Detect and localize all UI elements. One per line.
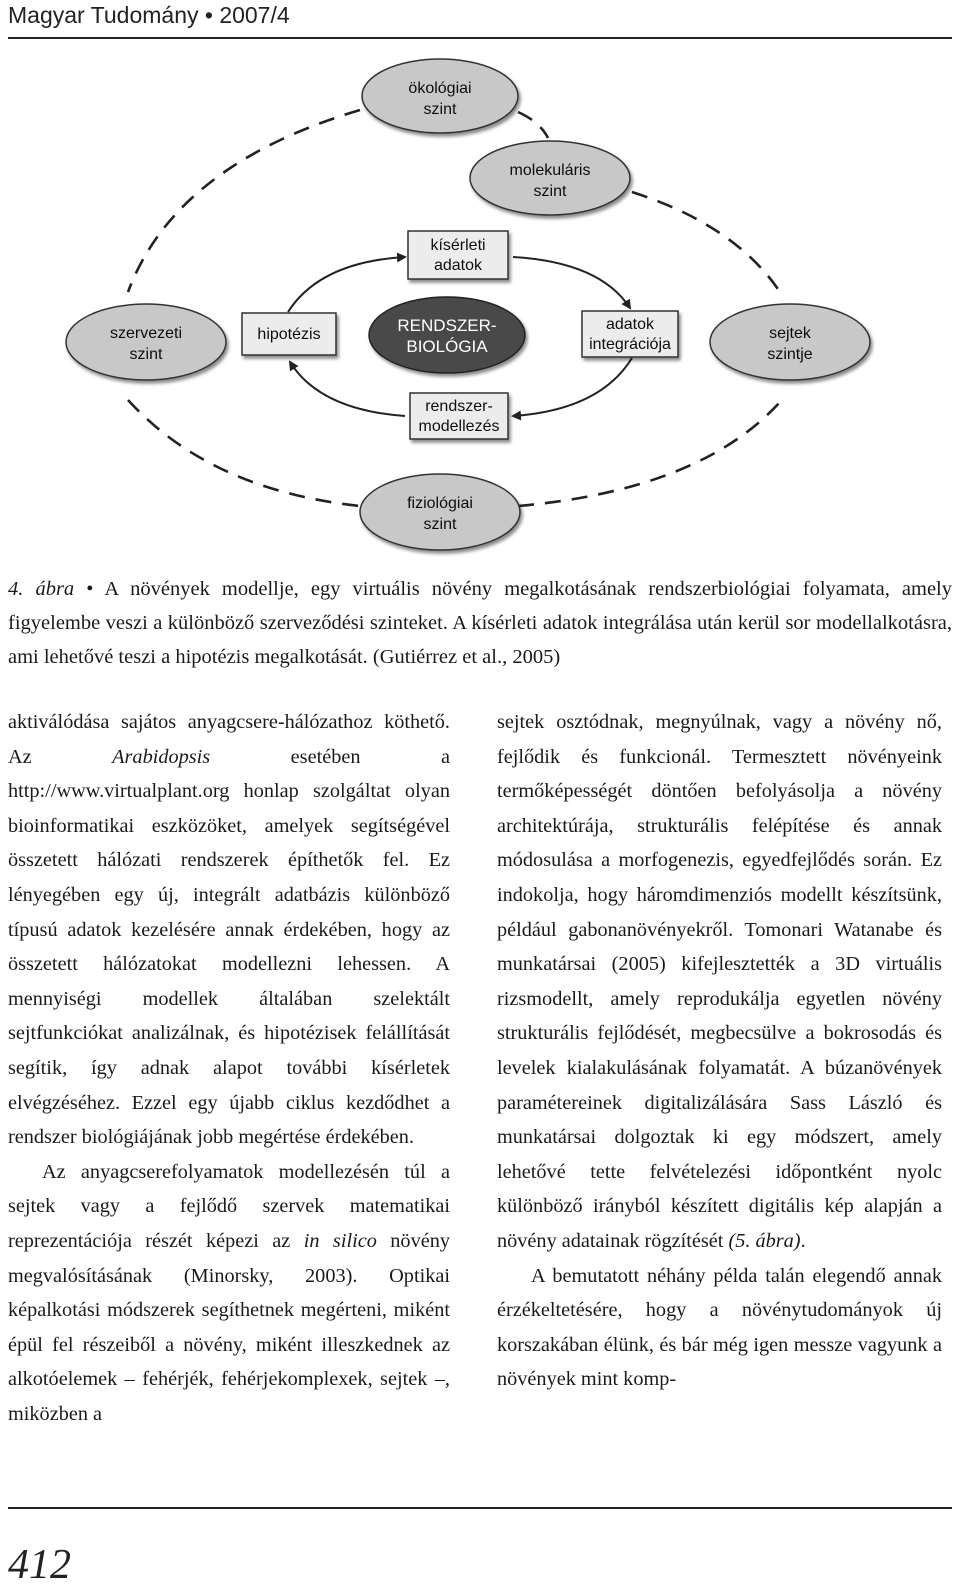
node-okologiai [362,59,518,133]
left-p1-text-a: aktiválódása sajátos anyagcsere-hálózathoz köthető. Az [8,711,450,768]
caption-bullet: • [74,578,105,600]
node-fiziologiai-line1: fiziológiai [407,495,473,512]
node-adatok-line1: adatok [605,316,655,333]
node-rendszerbiologia-line1: RENDSZER- [397,316,497,335]
node-kiserleti-line1: kísérleti [430,237,486,254]
left-paragraph-2 [8,1155,450,1432]
node-fiziologiai [360,474,520,550]
node-modellezes-line2: modellezés [418,418,500,435]
dash-arc-top-right-b [632,192,780,292]
node-hipotezis-label: hipotézis [257,326,321,343]
left-p1-text-b: esetében a http://www.virtualplant.org honlap szolgáltat olyan bioinformatikai eszközöket, amelyek segítségével összetett hálózati rendszerek építhetők fel. Ez lényegében egy új, integrált adatbázis különböző típusú adatok kezelésére annak érdekében, hogy az összetett hálózatokat modellezni lehessen. A mennyiségi modellek általában szelektált sejtfunkciókat analizálnak, és hipotézisek felállítását segítik, így adnak alapot további kísérletek elvégzéséhez. Ezzel egy újabb ciklus kezdődhet a rendszer biológiájának jobb megértése érdekében. [8,745,450,1149]
node-adatok-integracioja [582,311,678,357]
node-okologiai-line2: szint [423,101,457,118]
node-sejtek [710,304,870,380]
footer-rule [8,1507,952,1509]
right-p1-italic: (5. ábra) [728,1229,801,1252]
caption-text: A növények modellje, egy virtuális növény megalkotásának rendszerbiológiai folyamata, amely figyelembe veszi a különböző szerveződési szinteket. A kísérleti adatok integrálása után kerül sor modellalkotásra, ami lehetővé teszi a hipotézis megalkotását. (Gutiérrez et al., 2005) [8,578,952,668]
dash-arc-top-right-a [518,112,548,138]
node-sejtek-line1: sejtek [769,325,811,342]
node-rendszerbiologia-line2: BIOLÓGIA [406,337,488,356]
left-p2-text-b: növény megvalósításának (Minorsky, 2003). Optikai képalkotási módszerek segíthetnek megérteni, miként épül fel részeiből a növény, miként illeszkednek az alkotóelemek – fehérjék, fehérjekomplexek, sejtek –, miközben a [8,1229,450,1425]
node-adatok-line2: integrációja [589,336,671,353]
node-kiserleti-line2: adatok [433,257,483,274]
arrow-modellezes-to-hipotezis [290,362,405,416]
systems-biology-diagram [0,40,960,560]
page-number: 412 [8,1542,71,1588]
node-hipotezis [242,313,336,355]
node-szervezeti [66,304,226,380]
dash-arc-top-left [128,110,360,292]
node-rendszermodellezes [410,393,508,439]
dash-arc-bottom-right [518,402,780,506]
node-rendszerbiologia [369,297,525,373]
left-paragraph-1 [8,705,450,1155]
node-fiziologiai-line2: szint [423,516,457,533]
node-molekularis-line1: molekuláris [509,162,591,179]
left-p2-text-a: Az anyagcserefolyamatok modellezésén túl a sejtek vagy a fejlődő szervek matematikai reprezentációja részét képezi az [8,1160,450,1252]
node-molekularis-line2: szint [533,183,567,200]
arrow-adatok-to-modellezes [513,358,632,416]
left-column [8,705,450,1431]
right-p1-text-b: . [800,1229,806,1252]
node-molekularis [470,141,630,215]
right-paragraph-2: A bemutatott néhány példa talán elegendő annak érzékeltetésére, hogy a növénytudományok új korszakában élünk, és bár még igen messze vagyunk a növények mint komp- [497,1264,942,1391]
node-szervezeti-line2: szint [129,346,163,363]
figure-caption [8,572,952,674]
right-paragraph-1 [497,705,942,1259]
header-rule [8,37,952,39]
dash-arc-bottom-left [128,400,360,506]
right-p1-text-a: sejtek osztódnak, megnyúlnak, vagy a növény nő, fejlődik és funkcionál. Termesztett növényeink termőképességét döntően befolyásolja a növény architektúrája, strukturális felépítése és annak módosulása a morfogenezis, egyedfejlődés során. Ez indokolja, hogy háromdimenziós modellt készítsünk, például gabonanövényekről. Tomonari Watanabe és munkatársai (2005) kifejlesztették a 3D virtuális rizsmodellt, amely reprodukálja egyetlen növény strukturális fejlődését, megbecsülve a bokrosodás és levelek kialakulásának folyamatát. A búzanövények paramétereinek digitalizálására Sass László és munkatársai dolgoztak ki egy módszert, amely lehetővé tette felvételezési időpontként nyolc különböző irányból készített digitális kép alapján a növény adatainak rögzítését [497,711,942,1252]
left-p2-italic: in silico [303,1229,377,1252]
arrow-kiserleti-to-adatok [513,257,630,308]
right-column [497,705,942,1397]
node-sejtek-line2: szintje [767,346,813,363]
figure-reference: 4. ábra [8,578,75,600]
node-modellezes-line1: rendszer- [425,398,493,415]
node-okologiai-line1: ökológiai [408,80,472,97]
arrow-hipotezis-to-kiserleti [288,257,405,312]
journal-header: Magyar Tudomány • 2007/4 [8,2,290,28]
left-p1-italic: Arabidopsis [112,745,211,768]
node-szervezeti-line1: szervezeti [109,325,183,342]
node-kiserleti-adatok [408,231,508,279]
